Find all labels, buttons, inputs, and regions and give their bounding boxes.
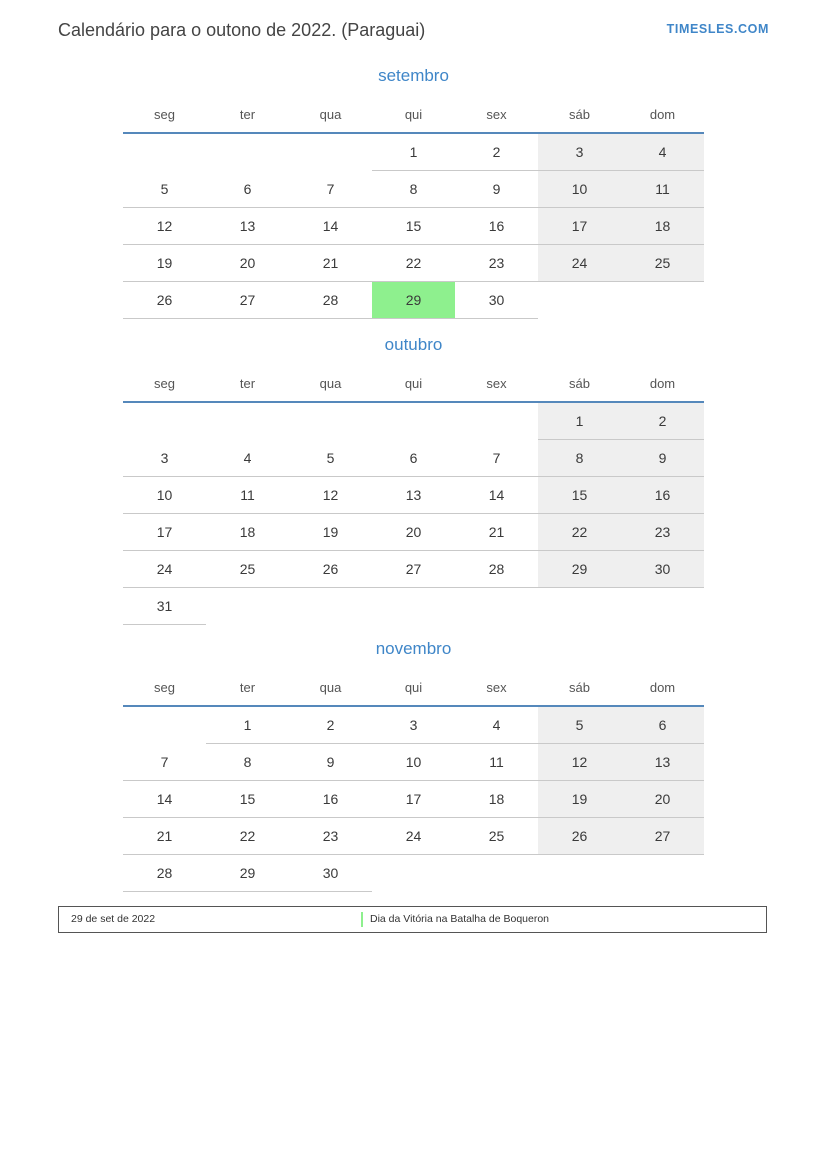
day-cell-empty xyxy=(123,706,206,744)
day-cell[interactable]: 5 xyxy=(538,706,621,744)
week-row xyxy=(123,133,704,171)
day-cell[interactable]: 11 xyxy=(206,477,289,514)
legend-box xyxy=(58,906,767,933)
day-cell[interactable]: 12 xyxy=(538,744,621,781)
day-cell[interactable]: 20 xyxy=(621,781,704,818)
day-cell[interactable]: 20 xyxy=(372,514,455,551)
day-cell[interactable]: 22 xyxy=(538,514,621,551)
week-row xyxy=(123,551,704,588)
week-row xyxy=(123,402,704,440)
week-row xyxy=(123,208,704,245)
weekday-header: sáb xyxy=(538,369,621,402)
site-brand: TIMESLES.COM xyxy=(666,22,769,36)
day-cell-empty xyxy=(455,855,538,892)
day-cell[interactable]: 14 xyxy=(289,208,372,245)
day-cell[interactable]: 7 xyxy=(123,744,206,781)
day-cell-empty xyxy=(289,402,372,440)
day-cell-empty xyxy=(621,282,704,319)
day-cell[interactable]: 27 xyxy=(621,818,704,855)
day-cell[interactable]: 23 xyxy=(455,245,538,282)
day-cell[interactable]: 1 xyxy=(206,706,289,744)
week-row xyxy=(123,245,704,282)
day-cell-empty xyxy=(538,588,621,625)
day-cell[interactable]: 17 xyxy=(538,208,621,245)
month-block-outubro xyxy=(58,335,769,625)
day-cell[interactable]: 24 xyxy=(123,551,206,588)
day-cell[interactable]: 8 xyxy=(206,744,289,781)
day-cell[interactable]: 4 xyxy=(206,440,289,477)
day-cell-empty xyxy=(123,402,206,440)
weekday-header: sáb xyxy=(538,673,621,706)
week-row xyxy=(123,514,704,551)
day-cell[interactable]: 6 xyxy=(372,440,455,477)
week-row xyxy=(123,440,704,477)
day-cell[interactable]: 3 xyxy=(538,133,621,171)
week-row xyxy=(123,282,704,319)
day-cell[interactable]: 10 xyxy=(538,171,621,208)
day-cell[interactable]: 28 xyxy=(455,551,538,588)
day-cell[interactable]: 23 xyxy=(289,818,372,855)
day-cell[interactable]: 15 xyxy=(538,477,621,514)
legend-holiday-name: Dia da Vitória na Batalha de Boqueron xyxy=(370,913,550,925)
day-cell[interactable]: 17 xyxy=(372,781,455,818)
day-cell[interactable]: 12 xyxy=(123,208,206,245)
day-cell-empty xyxy=(289,588,372,625)
weekday-header: qua xyxy=(289,673,372,706)
day-cell[interactable]: 15 xyxy=(372,208,455,245)
weekday-header-row xyxy=(123,100,704,133)
day-cell[interactable]: 2 xyxy=(289,706,372,744)
weekday-header: qua xyxy=(289,100,372,133)
month-table xyxy=(123,673,704,892)
day-cell[interactable]: 28 xyxy=(123,855,206,892)
day-cell[interactable]: 7 xyxy=(455,440,538,477)
day-cell[interactable]: 27 xyxy=(206,282,289,319)
day-cell[interactable]: 24 xyxy=(538,245,621,282)
day-cell[interactable]: 31 xyxy=(123,588,206,625)
weekday-header: sáb xyxy=(538,100,621,133)
day-cell[interactable]: 23 xyxy=(621,514,704,551)
day-cell[interactable]: 13 xyxy=(621,744,704,781)
weekday-header: qui xyxy=(372,100,455,133)
day-cell[interactable]: 18 xyxy=(621,208,704,245)
day-cell[interactable]: 16 xyxy=(455,208,538,245)
day-cell-empty xyxy=(206,402,289,440)
week-row xyxy=(123,744,704,781)
day-cell-empty xyxy=(372,588,455,625)
page-title: Calendário para o outono de 2022. (Paraguai) xyxy=(58,20,426,40)
day-cell[interactable]: 15 xyxy=(206,781,289,818)
month-title: outubro xyxy=(384,335,443,354)
weekday-header: qui xyxy=(372,369,455,402)
day-cell[interactable]: 21 xyxy=(123,818,206,855)
day-cell[interactable]: 2 xyxy=(455,133,538,171)
day-cell-empty xyxy=(621,588,704,625)
day-cell[interactable]: 16 xyxy=(621,477,704,514)
day-cell[interactable]: 8 xyxy=(372,171,455,208)
week-row xyxy=(123,171,704,208)
weekday-header: sex xyxy=(455,369,538,402)
month-table xyxy=(123,100,704,319)
weekday-header: seg xyxy=(123,369,206,402)
day-cell-empty xyxy=(455,402,538,440)
day-cell[interactable]: 2 xyxy=(621,402,704,440)
weekday-header-row xyxy=(123,673,704,706)
day-cell[interactable]: 11 xyxy=(455,744,538,781)
day-cell[interactable]: 24 xyxy=(372,818,455,855)
day-cell[interactable]: 4 xyxy=(621,133,704,171)
weekday-header: seg xyxy=(123,673,206,706)
day-cell[interactable]: 26 xyxy=(289,551,372,588)
day-cell-empty xyxy=(206,133,289,171)
month-block-setembro xyxy=(58,66,769,319)
day-cell[interactable]: 10 xyxy=(372,744,455,781)
weekday-header: ter xyxy=(206,673,289,706)
weekday-header-row xyxy=(123,369,704,402)
month-title: setembro xyxy=(378,66,449,85)
day-cell[interactable]: 29 xyxy=(372,282,455,319)
page-header xyxy=(58,18,769,48)
month-title: novembro xyxy=(375,639,452,658)
day-cell-empty xyxy=(372,855,455,892)
month-block-novembro xyxy=(58,639,769,892)
week-row xyxy=(123,588,704,625)
weekday-header: seg xyxy=(123,100,206,133)
day-cell[interactable]: 7 xyxy=(289,171,372,208)
day-cell[interactable]: 1 xyxy=(538,402,621,440)
day-cell[interactable]: 17 xyxy=(123,514,206,551)
day-cell[interactable]: 30 xyxy=(621,551,704,588)
legend-date: 29 de set de 2022 xyxy=(71,913,156,925)
day-cell[interactable]: 14 xyxy=(123,781,206,818)
weekday-header: dom xyxy=(621,673,704,706)
day-cell[interactable]: 19 xyxy=(289,514,372,551)
weekday-header: ter xyxy=(206,100,289,133)
day-cell-empty xyxy=(538,855,621,892)
day-cell[interactable]: 14 xyxy=(455,477,538,514)
week-row xyxy=(123,855,704,892)
day-cell[interactable]: 9 xyxy=(455,171,538,208)
legend-color-swatch xyxy=(361,912,363,927)
day-cell[interactable]: 30 xyxy=(289,855,372,892)
week-row xyxy=(123,818,704,855)
day-cell[interactable]: 9 xyxy=(621,440,704,477)
day-cell[interactable]: 4 xyxy=(455,706,538,744)
day-cell[interactable]: 8 xyxy=(538,440,621,477)
day-cell[interactable]: 16 xyxy=(289,781,372,818)
day-cell[interactable]: 13 xyxy=(206,208,289,245)
day-cell[interactable]: 20 xyxy=(206,245,289,282)
week-row xyxy=(123,477,704,514)
weekday-header: qua xyxy=(289,369,372,402)
day-cell-empty xyxy=(123,133,206,171)
day-cell[interactable]: 25 xyxy=(455,818,538,855)
day-cell[interactable]: 19 xyxy=(123,245,206,282)
day-cell[interactable]: 18 xyxy=(455,781,538,818)
day-cell[interactable]: 3 xyxy=(372,706,455,744)
day-cell-empty xyxy=(372,402,455,440)
week-row xyxy=(123,706,704,744)
day-cell[interactable]: 1 xyxy=(372,133,455,171)
day-cell[interactable]: 22 xyxy=(206,818,289,855)
day-cell[interactable]: 11 xyxy=(621,171,704,208)
weekday-header: sex xyxy=(455,673,538,706)
day-cell[interactable]: 13 xyxy=(372,477,455,514)
day-cell[interactable]: 3 xyxy=(123,440,206,477)
day-cell[interactable]: 5 xyxy=(289,440,372,477)
day-cell-empty xyxy=(538,282,621,319)
day-cell[interactable]: 28 xyxy=(289,282,372,319)
day-cell[interactable]: 6 xyxy=(621,706,704,744)
day-cell-empty xyxy=(289,133,372,171)
day-cell[interactable]: 21 xyxy=(289,245,372,282)
day-cell[interactable]: 26 xyxy=(538,818,621,855)
weekday-header: dom xyxy=(621,369,704,402)
weekday-header: dom xyxy=(621,100,704,133)
day-cell[interactable]: 12 xyxy=(289,477,372,514)
day-cell[interactable]: 9 xyxy=(289,744,372,781)
week-row xyxy=(123,781,704,818)
day-cell-empty xyxy=(206,588,289,625)
weekday-header: qui xyxy=(372,673,455,706)
day-cell[interactable]: 5 xyxy=(123,171,206,208)
day-cell[interactable]: 25 xyxy=(621,245,704,282)
day-cell[interactable]: 6 xyxy=(206,171,289,208)
day-cell[interactable]: 29 xyxy=(538,551,621,588)
day-cell-empty xyxy=(455,588,538,625)
day-cell[interactable]: 10 xyxy=(123,477,206,514)
month-table xyxy=(123,369,704,625)
day-cell[interactable]: 22 xyxy=(372,245,455,282)
day-cell[interactable]: 29 xyxy=(206,855,289,892)
day-cell-empty xyxy=(621,855,704,892)
day-cell[interactable]: 18 xyxy=(206,514,289,551)
day-cell[interactable]: 21 xyxy=(455,514,538,551)
day-cell[interactable]: 30 xyxy=(455,282,538,319)
day-cell[interactable]: 19 xyxy=(538,781,621,818)
weekday-header: ter xyxy=(206,369,289,402)
day-cell[interactable]: 26 xyxy=(123,282,206,319)
day-cell[interactable]: 25 xyxy=(206,551,289,588)
day-cell[interactable]: 27 xyxy=(372,551,455,588)
weekday-header: sex xyxy=(455,100,538,133)
